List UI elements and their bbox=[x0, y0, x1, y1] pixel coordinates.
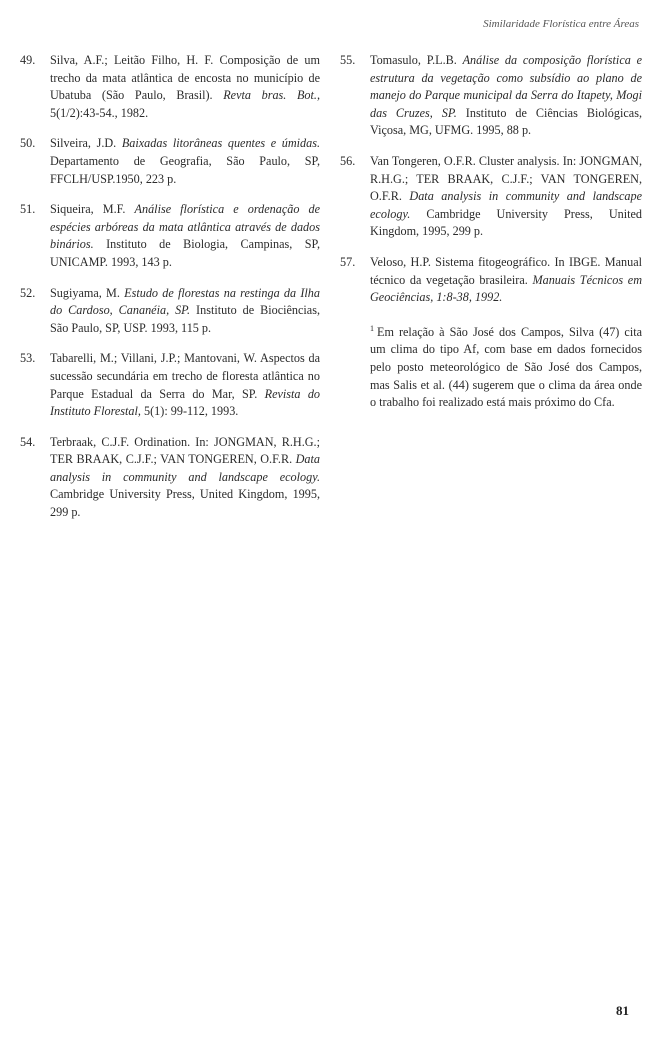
reference-entry bbox=[340, 153, 642, 241]
reference-text: Van Tongeren, O.F.R. Cluster analysis. In: JONGMAN, R.H.G.; TER BRAAK, C.J.F.; VAN TONGEREN, O.F.R. Data analysis in community and landscape ecology. Cambridge University Press, United Kingdom, 1995, 299 p. bbox=[370, 153, 642, 239]
footnote-marker: 1 bbox=[370, 323, 374, 333]
reference-entry bbox=[20, 52, 320, 122]
reference-text: Silva, A.F.; Leitão Filho, H. F. Composição de um trecho da mata atlântica de encosta no município de Ubatuba (São Paulo, Brasil). Revta bras. Bot., 5(1/2):43-54., 1982. bbox=[50, 53, 321, 120]
reference-entry bbox=[20, 285, 320, 338]
reference-entry bbox=[20, 135, 320, 188]
footnote-text: Em relação à São José dos Campos, Silva (47) cita um clima do tipo Af, com base em dados fornecidos pelo posto meteorológico de São José dos Campos, mas Salis et al. (44) sugerem que o clima da área onde o trabalho foi realizado está mais próximo do Cfa. bbox=[370, 324, 642, 410]
reference-text: Tomasulo, P.L.B. Análise da composição florística e estrutura da vegetação como subsídio ao plano de manejo do Parque municipal da Serra do Itapety, Mogi das Cruzes, SP. Instituto de Ciências Biológicas, Viçosa, MG, UFMG. 1995, 88 p. bbox=[370, 53, 642, 138]
reference-text: Tabarelli, M.; Villani, J.P.; Mantovani, W. Aspectos da sucessão secundária em trecho de floresta atlântica no Parque Estadual da Serra do Mar, SP. Revista do Instituto Florestal, 5(1): 99-112, 1993. bbox=[50, 351, 321, 419]
reference-entry bbox=[340, 52, 642, 140]
reference-entry bbox=[20, 434, 320, 522]
reference-number: 53. bbox=[20, 351, 36, 366]
reference-number: 57. bbox=[340, 254, 356, 269]
reference-number: 52. bbox=[20, 285, 36, 300]
reference-text: Siqueira, M.F. Análise florística e ordenação de espécies arbóreas da mata atlântica através de dados binários. Instituto de Biologia, Campinas, SP, UNICAMP. 1993, 143 p. bbox=[50, 202, 320, 269]
reference-text: Terbraak, C.J.F. Ordination. In: JONGMAN, R.H.G.; TER BRAAK, C.J.F.; VAN TONGEREN, O.F.R. Data analysis in community and landscape ecology. Cambridge University Press, United Kingdom, 1995, 299 p. bbox=[50, 434, 320, 520]
running-head: Similaridade Florística entre Áreas bbox=[483, 18, 639, 30]
reference-text: Veloso, H.P. Sistema fitogeográfico. In IBGE. Manual técnico da vegetação brasileira. Manuais Técnicos em Geociências, 1:8-38, 1992. bbox=[370, 254, 642, 305]
reference-number: 56. bbox=[340, 153, 356, 168]
page-number: 81 bbox=[616, 1003, 629, 1018]
footnote bbox=[340, 320, 642, 412]
reference-number: 51. bbox=[20, 202, 36, 217]
reference-entry bbox=[20, 350, 320, 420]
references-left-column bbox=[20, 52, 320, 535]
reference-number: 50. bbox=[20, 136, 36, 151]
references-right-column bbox=[340, 52, 642, 412]
reference-text: Sugiyama, M. Estudo de florestas na restinga da Ilha do Cardoso, Cananéia, SP. Instituto de Biociências, São Paulo, SP, USP. 1993, 115 p. bbox=[50, 285, 320, 335]
reference-entry bbox=[20, 201, 320, 271]
reference-number: 55. bbox=[340, 53, 356, 67]
reference-number: 49. bbox=[20, 53, 36, 67]
reference-text: Silveira, J.D. Baixadas litorâneas quentes e úmidas. Departamento de Geografia, São Paulo, SP, FFCLH/USP.1950, 223 p. bbox=[50, 136, 321, 186]
reference-number: 54. bbox=[20, 434, 36, 449]
reference-entry bbox=[340, 254, 642, 307]
